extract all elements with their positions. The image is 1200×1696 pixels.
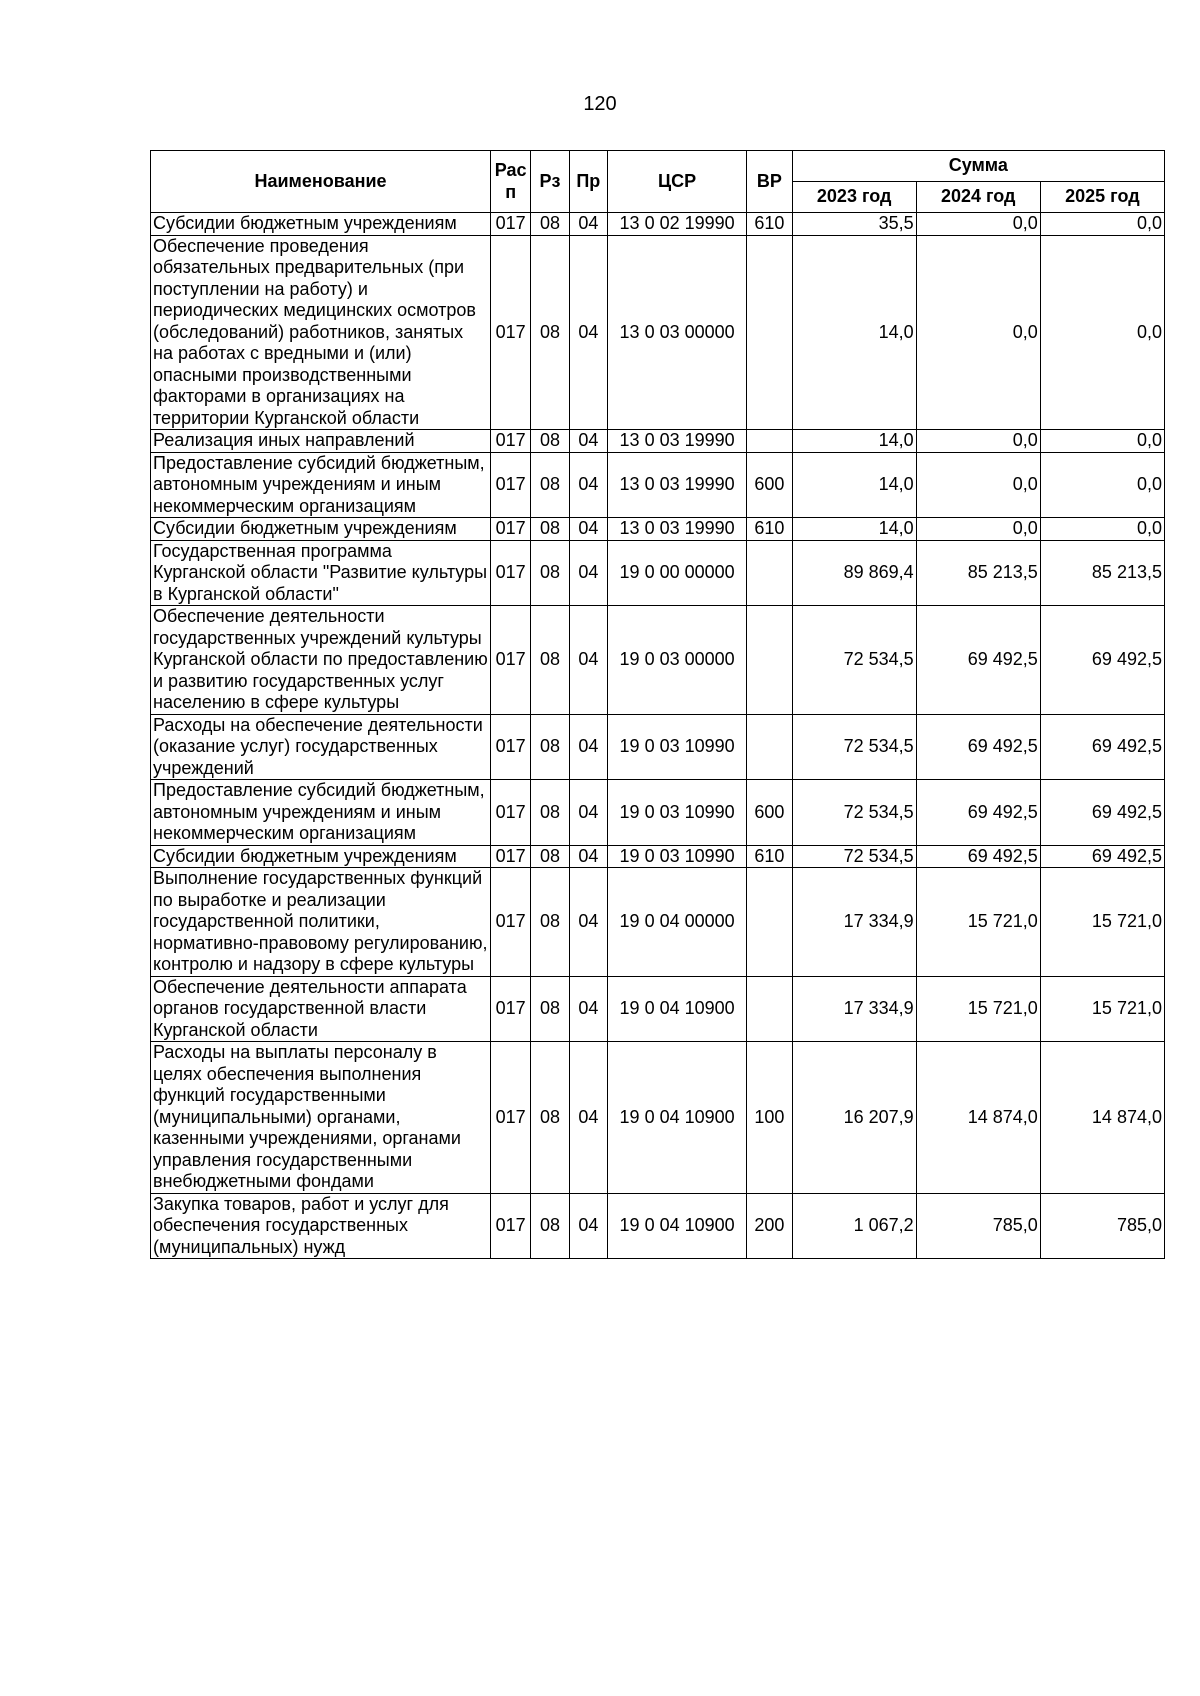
header-2025: 2025 год (1040, 182, 1164, 213)
cell-y2024: 69 492,5 (916, 780, 1040, 846)
cell-rz: 08 (531, 540, 569, 606)
table-row (151, 518, 1165, 541)
header-2024: 2024 год (916, 182, 1040, 213)
cell-y2023: 72 534,5 (792, 606, 916, 715)
cell-csr: 19 0 00 00000 (608, 540, 747, 606)
cell-y2023: 14,0 (792, 518, 916, 541)
table-row (151, 780, 1165, 846)
cell-y2024: 15 721,0 (916, 868, 1040, 977)
header-pr: Пр (569, 151, 607, 213)
cell-y2024: 69 492,5 (916, 606, 1040, 715)
cell-rasp: 017 (491, 235, 531, 430)
table-row (151, 430, 1165, 453)
table-row (151, 976, 1165, 1042)
cell-name: Обеспечение деятельности аппарата органов государственной власти Курганской области (151, 976, 491, 1042)
cell-rz: 08 (531, 845, 569, 868)
cell-csr: 13 0 03 19990 (608, 518, 747, 541)
header-vr: ВР (747, 151, 792, 213)
cell-name: Субсидии бюджетным учреждениям (151, 518, 491, 541)
cell-y2024: 69 492,5 (916, 845, 1040, 868)
cell-pr: 04 (569, 714, 607, 780)
cell-rz: 08 (531, 1042, 569, 1194)
cell-pr: 04 (569, 845, 607, 868)
cell-rz: 08 (531, 452, 569, 518)
cell-rz: 08 (531, 868, 569, 977)
cell-name: Реализация иных направлений (151, 430, 491, 453)
table-row (151, 845, 1165, 868)
header-csr: ЦСР (608, 151, 747, 213)
cell-csr: 19 0 04 00000 (608, 868, 747, 977)
cell-y2025: 69 492,5 (1040, 845, 1164, 868)
cell-rasp: 017 (491, 430, 531, 453)
cell-y2025: 0,0 (1040, 235, 1164, 430)
cell-y2025: 15 721,0 (1040, 868, 1164, 977)
cell-pr: 04 (569, 213, 607, 236)
cell-csr: 19 0 04 10900 (608, 1042, 747, 1194)
cell-pr: 04 (569, 1042, 607, 1194)
cell-rz: 08 (531, 780, 569, 846)
cell-y2024: 14 874,0 (916, 1042, 1040, 1194)
header-name: Наименование (151, 151, 491, 213)
cell-name: Расходы на выплаты персоналу в целях обеспечения выполнения функций государственными (муниципальными) органами, казенными учреждениями, органами управления государственными внебюджетными фондами (151, 1042, 491, 1194)
cell-vr: 100 (747, 1042, 792, 1194)
cell-rz: 08 (531, 976, 569, 1042)
cell-y2023: 72 534,5 (792, 780, 916, 846)
cell-y2024: 0,0 (916, 518, 1040, 541)
cell-rz: 08 (531, 213, 569, 236)
header-2023: 2023 год (792, 182, 916, 213)
cell-vr (747, 430, 792, 453)
page-number: 120 (583, 93, 617, 115)
cell-pr: 04 (569, 780, 607, 846)
cell-csr: 19 0 03 00000 (608, 606, 747, 715)
cell-y2025: 0,0 (1040, 452, 1164, 518)
cell-pr: 04 (569, 976, 607, 1042)
cell-rasp: 017 (491, 518, 531, 541)
cell-csr: 13 0 02 19990 (608, 213, 747, 236)
cell-y2025: 69 492,5 (1040, 780, 1164, 846)
cell-y2025: 0,0 (1040, 430, 1164, 453)
cell-rz: 08 (531, 1193, 569, 1259)
cell-csr: 13 0 03 19990 (608, 430, 747, 453)
cell-pr: 04 (569, 606, 607, 715)
cell-y2024: 69 492,5 (916, 714, 1040, 780)
cell-vr (747, 868, 792, 977)
header-rz: Рз (531, 151, 569, 213)
cell-rz: 08 (531, 714, 569, 780)
cell-y2024: 15 721,0 (916, 976, 1040, 1042)
cell-vr (747, 235, 792, 430)
cell-pr: 04 (569, 430, 607, 453)
cell-vr: 610 (747, 213, 792, 236)
cell-y2025: 69 492,5 (1040, 606, 1164, 715)
cell-name: Обеспечение проведения обязательных предварительных (при поступлении на работу) и периодических медицинских осмотров (обследований) работников, занятых на работах с вредными и (или) опасными производственными факторами в организациях на территории Курганской области (151, 235, 491, 430)
cell-y2024: 785,0 (916, 1193, 1040, 1259)
cell-rasp: 017 (491, 780, 531, 846)
cell-rasp: 017 (491, 714, 531, 780)
cell-name: Выполнение государственных функций по выработке и реализации государственной политики, нормативно-правовому регулированию, контролю и надзору в сфере культуры (151, 868, 491, 977)
cell-name: Обеспечение деятельности государственных учреждений культуры Курганской области по предоставлению и развитию государственных услуг населению в сфере культуры (151, 606, 491, 715)
cell-pr: 04 (569, 518, 607, 541)
cell-y2025: 69 492,5 (1040, 714, 1164, 780)
cell-name: Предоставление субсидий бюджетным, автономным учреждениям и иным некоммерческим организациям (151, 780, 491, 846)
cell-y2023: 17 334,9 (792, 868, 916, 977)
cell-name: Предоставление субсидий бюджетным, автономным учреждениям и иным некоммерческим организациям (151, 452, 491, 518)
cell-vr: 200 (747, 1193, 792, 1259)
cell-y2023: 89 869,4 (792, 540, 916, 606)
cell-vr (747, 606, 792, 715)
cell-csr: 19 0 03 10990 (608, 845, 747, 868)
cell-rz: 08 (531, 430, 569, 453)
cell-y2024: 0,0 (916, 430, 1040, 453)
table-row (151, 235, 1165, 430)
cell-rasp: 017 (491, 845, 531, 868)
table-row (151, 213, 1165, 236)
cell-y2025: 0,0 (1040, 518, 1164, 541)
cell-y2025: 14 874,0 (1040, 1042, 1164, 1194)
cell-csr: 13 0 03 00000 (608, 235, 747, 430)
cell-rasp: 017 (491, 976, 531, 1042)
header-row-1 (151, 151, 1165, 182)
table-body (151, 213, 1165, 1259)
cell-rasp: 017 (491, 868, 531, 977)
cell-rasp: 017 (491, 606, 531, 715)
cell-y2023: 72 534,5 (792, 714, 916, 780)
cell-vr: 600 (747, 452, 792, 518)
cell-vr (747, 540, 792, 606)
cell-vr (747, 976, 792, 1042)
cell-y2023: 72 534,5 (792, 845, 916, 868)
cell-rasp: 017 (491, 1193, 531, 1259)
table-row (151, 606, 1165, 715)
cell-y2025: 15 721,0 (1040, 976, 1164, 1042)
table-row (151, 1193, 1165, 1259)
cell-name: Субсидии бюджетным учреждениям (151, 213, 491, 236)
cell-y2023: 14,0 (792, 430, 916, 453)
cell-pr: 04 (569, 452, 607, 518)
cell-pr: 04 (569, 540, 607, 606)
cell-csr: 13 0 03 19990 (608, 452, 747, 518)
cell-pr: 04 (569, 235, 607, 430)
cell-y2024: 0,0 (916, 213, 1040, 236)
cell-csr: 19 0 04 10900 (608, 976, 747, 1042)
table-row (151, 868, 1165, 977)
table-row (151, 714, 1165, 780)
cell-y2024: 0,0 (916, 452, 1040, 518)
cell-name: Субсидии бюджетным учреждениям (151, 845, 491, 868)
cell-name: Расходы на обеспечение деятельности (оказание услуг) государственных учреждений (151, 714, 491, 780)
header-rasp: Рас п (491, 151, 531, 213)
table-row (151, 452, 1165, 518)
cell-csr: 19 0 04 10900 (608, 1193, 747, 1259)
cell-y2023: 14,0 (792, 452, 916, 518)
cell-pr: 04 (569, 868, 607, 977)
cell-y2025: 85 213,5 (1040, 540, 1164, 606)
cell-csr: 19 0 03 10990 (608, 714, 747, 780)
cell-vr: 610 (747, 518, 792, 541)
cell-y2024: 85 213,5 (916, 540, 1040, 606)
cell-y2023: 35,5 (792, 213, 916, 236)
cell-vr: 610 (747, 845, 792, 868)
cell-rasp: 017 (491, 213, 531, 236)
cell-rasp: 017 (491, 1042, 531, 1194)
cell-y2023: 14,0 (792, 235, 916, 430)
cell-vr (747, 714, 792, 780)
budget-table (150, 150, 1165, 1259)
table-row (151, 540, 1165, 606)
cell-y2023: 17 334,9 (792, 976, 916, 1042)
cell-y2025: 785,0 (1040, 1193, 1164, 1259)
cell-vr: 600 (747, 780, 792, 846)
cell-rz: 08 (531, 606, 569, 715)
cell-y2025: 0,0 (1040, 213, 1164, 236)
cell-y2023: 16 207,9 (792, 1042, 916, 1194)
cell-name: Закупка товаров, работ и услуг для обеспечения государственных (муниципальных) нужд (151, 1193, 491, 1259)
cell-rz: 08 (531, 518, 569, 541)
cell-y2024: 0,0 (916, 235, 1040, 430)
cell-pr: 04 (569, 1193, 607, 1259)
cell-rz: 08 (531, 235, 569, 430)
cell-csr: 19 0 03 10990 (608, 780, 747, 846)
cell-rasp: 017 (491, 540, 531, 606)
cell-rasp: 017 (491, 452, 531, 518)
header-sum: Сумма (792, 151, 1164, 182)
cell-name: Государственная программа Курганской области "Развитие культуры в Курганской области" (151, 540, 491, 606)
table-row (151, 1042, 1165, 1194)
cell-y2023: 1 067,2 (792, 1193, 916, 1259)
